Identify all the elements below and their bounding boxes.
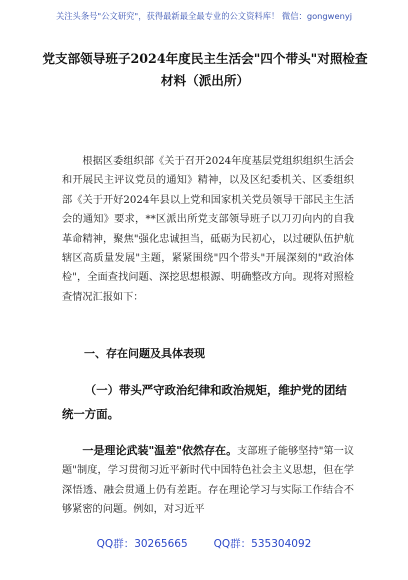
footer-contact [0, 536, 408, 551]
point-text: 支部班子能够坚持"第一议题"制度，学习贯彻习近平新时代中国特色社会主义思想，但在学深悟透、融会贯通上仍有差距。存在理论学习与实际工作结合不够紧密的问题。例如，对习近平 [62, 446, 355, 516]
point-lead: 一是理论武装"温差"依然存在。 [82, 444, 238, 457]
subsection-heading: （一）带头严守政治纪律和政治规矩，维护党的团结统一方面。 [62, 383, 347, 421]
section-heading: 一、存在问题及具体表现 [84, 347, 205, 360]
qq-group-1: QQ群：30265665 [96, 538, 188, 550]
qq-group-2: QQ群：535304092 [213, 538, 312, 550]
header-banner: 关注头条号"公文研究"，获得最新最全最专业的公文资料库！ 微信：gongwenyj [55, 11, 353, 21]
intro-paragraph: 根据区委组织部《关于召开2024年度基层党组织组织生活会和开展民主评议党员的通知》精神，以及区纪委机关、区委组织部《关于开好2024年县以上党和国家机关党员领导干部民主生活会的通知》要求，**区派出所党支部领导班子以刀刃向内的自我革命精神，聚焦"强化忠诚担当，砥砺为民初心，以过硬队伍护航辖区高质量发展"主题，紧紧围绕"四个带头"开展深刻的"政治体检"，全面查找问题、深挖思想根源、明确整改方向。现将对照检查情况汇报如下： [62, 156, 354, 303]
document-title: 党支部领导班子2024年度民主生活会"四个带头"对照检查材料（派出所） [42, 51, 368, 88]
point-paragraph [62, 441, 354, 520]
